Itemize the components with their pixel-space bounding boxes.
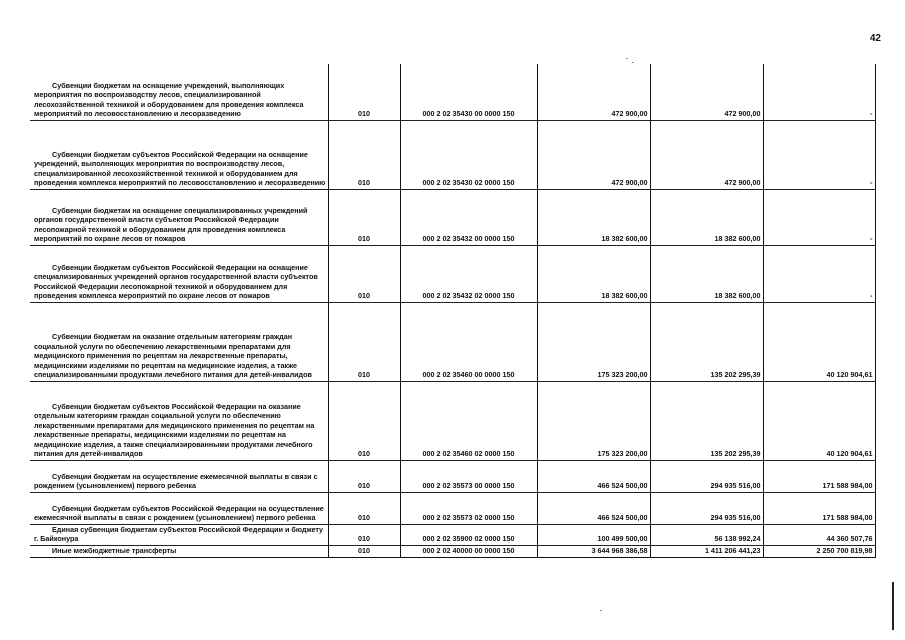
row-line-code: 010 [328, 492, 400, 524]
table-row [30, 492, 875, 524]
row-description: Субвенции бюджетам субъектов Российской Федерации на осуществление ежемесячной выплаты в связи с рождением (усыновлением) первого ребенка [30, 492, 328, 524]
table-row [30, 120, 875, 189]
row-executed: 472 900,00 [650, 64, 763, 120]
row-approved: 100 499 500,00 [537, 524, 650, 545]
row-not-executed: 44 360 507,76 [763, 524, 875, 545]
row-approved: 472 900,00 [537, 64, 650, 120]
row-executed: 294 935 516,00 [650, 460, 763, 492]
row-not-executed: - [763, 189, 875, 245]
row-description: Иные межбюджетные трансферты [30, 545, 328, 557]
row-budget-code: 000 2 02 35430 00 0000 150 [400, 64, 537, 120]
row-executed: 135 202 295,39 [650, 381, 763, 460]
row-executed: 294 935 516,00 [650, 492, 763, 524]
row-line-code: 010 [328, 302, 400, 381]
row-approved: 175 323 200,00 [537, 381, 650, 460]
row-executed: 472 900,00 [650, 120, 763, 189]
row-not-executed: - [763, 64, 875, 120]
row-not-executed: 40 120 904,61 [763, 381, 875, 460]
row-approved: 472 900,00 [537, 120, 650, 189]
row-not-executed: 2 250 700 819,98 [763, 545, 875, 557]
row-line-code: 010 [328, 120, 400, 189]
table-row [30, 545, 875, 557]
page-number: 42 [869, 33, 881, 44]
row-budget-code: 000 2 02 35432 02 0000 150 [400, 245, 537, 302]
row-budget-code: 000 2 02 35460 00 0000 150 [400, 302, 537, 381]
row-description: Единая субвенция бюджетам субъектов Российской Федерации и бюджету г. Байконура [30, 524, 328, 545]
scan-speck [632, 62, 634, 63]
row-executed: 135 202 295,39 [650, 302, 763, 381]
row-budget-code: 000 2 02 35573 00 0000 150 [400, 460, 537, 492]
row-budget-code: 000 2 02 35432 00 0000 150 [400, 189, 537, 245]
row-description: Субвенции бюджетам субъектов Российской Федерации на оказание отдельным категориям граждан социальной услуги по обеспечению лекарственными препаратами для медицинского применения по рецептам на лекарственные препараты, медицинскими изделиями по рецептам на медицинские изделия, а также специализированными продуктами лечебного питания для детей-инвалидов [30, 381, 328, 460]
row-line-code: 010 [328, 189, 400, 245]
row-line-code: 010 [328, 545, 400, 557]
table-row [30, 460, 875, 492]
row-approved: 18 382 600,00 [537, 189, 650, 245]
row-not-executed: 171 588 984,00 [763, 492, 875, 524]
row-description: Субвенции бюджетам на оснащение учреждений, выполняющих мероприятия по воспроизводству лесов, специализированной лесохозяйственной техникой и оборудованием для проведения комплекса мероприятий по лесовосстановлению и лесоразведению [30, 64, 328, 120]
row-not-executed: 40 120 904,61 [763, 302, 875, 381]
row-executed: 18 382 600,00 [650, 189, 763, 245]
row-approved: 3 644 968 386,58 [537, 545, 650, 557]
row-approved: 18 382 600,00 [537, 245, 650, 302]
row-description: Субвенции бюджетам на осуществление ежемесячной выплаты в связи с рождением (усыновлением) первого ребенка [30, 460, 328, 492]
budget-execution-table [30, 64, 876, 558]
row-budget-code: 000 2 02 35900 02 0000 150 [400, 524, 537, 545]
row-approved: 175 323 200,00 [537, 302, 650, 381]
row-description: Субвенции бюджетам на оказание отдельным категориям граждан социальной услуги по обеспечению лекарственными препаратами для медицинского применения по рецептам на лекарственные препараты, медицинскими изделиями по рецептам на медицинские изделия, а также специализированными продуктами лечебного питания для детей-инвалидов [30, 302, 328, 381]
row-not-executed: - [763, 120, 875, 189]
row-not-executed: 171 588 984,00 [763, 460, 875, 492]
row-budget-code: 000 2 02 35430 02 0000 150 [400, 120, 537, 189]
row-executed: 18 382 600,00 [650, 245, 763, 302]
scan-speck [600, 610, 602, 611]
scan-edge-mark [892, 582, 894, 630]
row-description: Субвенции бюджетам субъектов Российской Федерации на оснащение специализированных учреждений органов государственной власти субъектов Российской Федерации лесопожарной техникой и оборудованием для проведения комплекса мероприятий по охране лесов от пожаров [30, 245, 328, 302]
row-approved: 466 524 500,00 [537, 492, 650, 524]
row-description: Субвенции бюджетам субъектов Российской Федерации на оснащение учреждений, выполняющих мероприятия по воспроизводству лесов, специализированной лесохозяйственной техникой и оборудованием для проведения комплекса мероприятий по лесовосстановлению и лесоразведению [30, 120, 328, 189]
table-row [30, 381, 875, 460]
table-row [30, 302, 875, 381]
row-executed: 56 138 992,24 [650, 524, 763, 545]
table-row [30, 524, 875, 545]
row-line-code: 010 [328, 524, 400, 545]
row-budget-code: 000 2 02 35573 02 0000 150 [400, 492, 537, 524]
row-not-executed: - [763, 245, 875, 302]
row-budget-code: 000 2 02 40000 00 0000 150 [400, 545, 537, 557]
row-line-code: 010 [328, 64, 400, 120]
row-line-code: 010 [328, 245, 400, 302]
table-row [30, 64, 875, 120]
row-budget-code: 000 2 02 35460 02 0000 150 [400, 381, 537, 460]
row-description: Субвенции бюджетам на оснащение специализированных учреждений органов государственной власти субъектов Российской Федерации лесопожарной техникой и оборудованием для проведения комплекса мероприятий по охране лесов от пожаров [30, 189, 328, 245]
row-line-code: 010 [328, 381, 400, 460]
table-row [30, 245, 875, 302]
row-approved: 466 524 500,00 [537, 460, 650, 492]
row-line-code: 010 [328, 460, 400, 492]
scan-speck [626, 58, 628, 59]
table-row [30, 189, 875, 245]
row-executed: 1 411 206 441,23 [650, 545, 763, 557]
